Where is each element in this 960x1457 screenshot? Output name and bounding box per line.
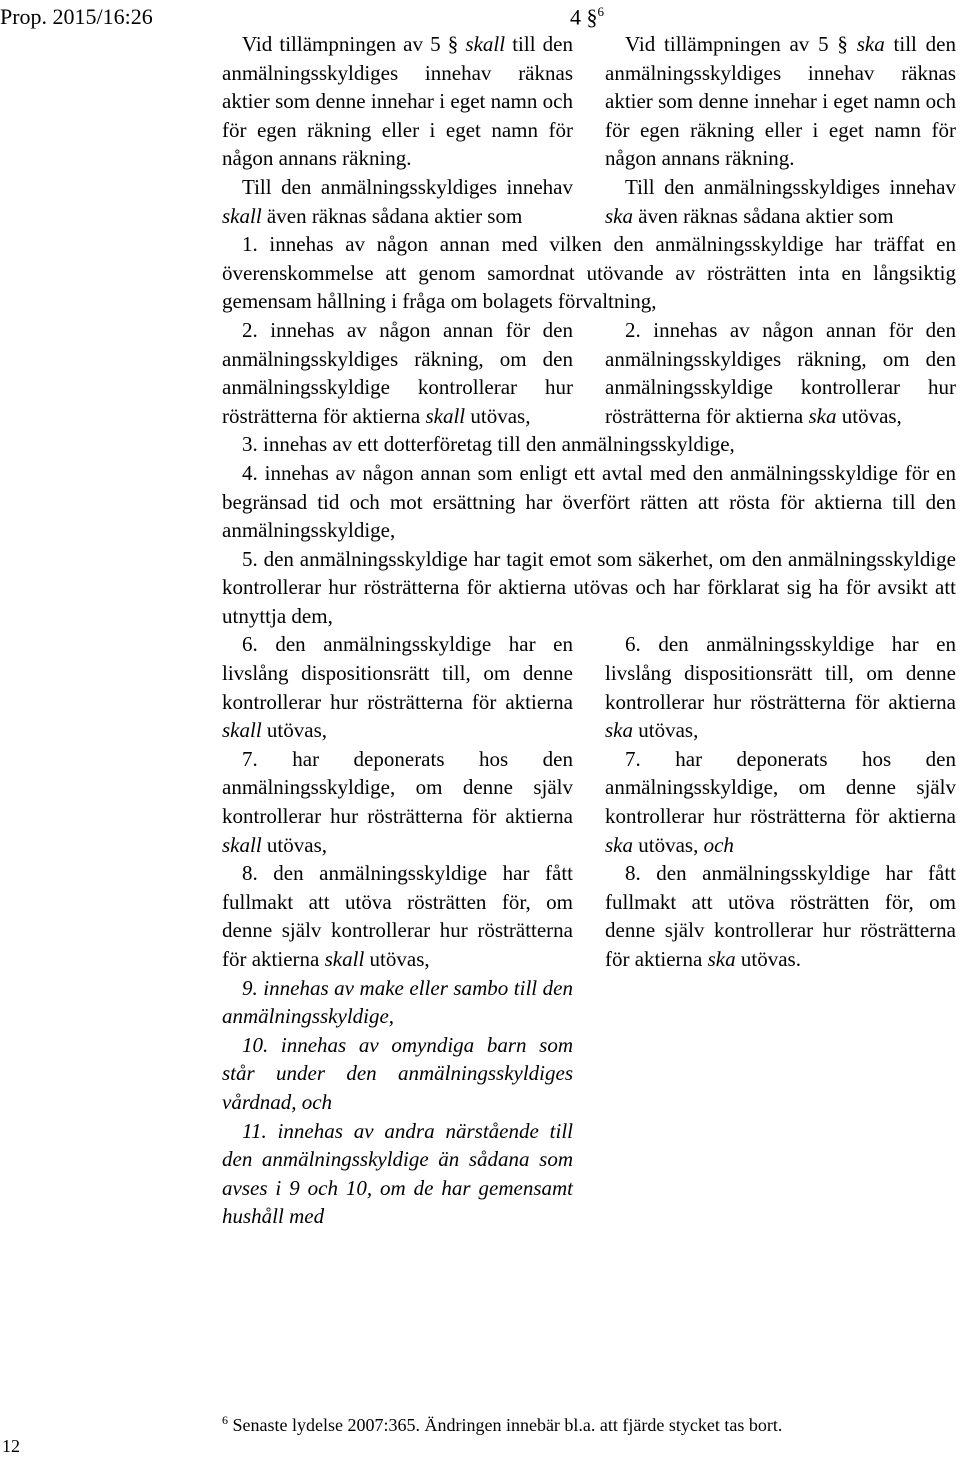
list-item-8-old: 8. den anmälningsskyldige har fått fullmakt att utöva rösträtten för, om denne själv kontrollerar hur rösträtterna för aktierna skall utövas,	[222, 861, 573, 971]
list-item-1: 1. innehas av någon annan med vilken den anmälningsskyldige har träffat en överenskommelse att genom samordnat utövande av rösträtten inta en långsiktig gemensam hållning i fråga om bolagets förvaltning,	[222, 232, 956, 314]
new-wording-column-lower	[605, 630, 956, 1230]
list-item-9-old: 9. innehas av make eller sambo till den anmälningsskyldige,	[222, 975, 573, 1029]
intro-paragraph-new: Vid tillämpningen av 5 § ska till den anmälningsskyldiges innehav räknas aktier som denne innehar i eget namn och för egen räkning eller i eget namn för någon annans räkning.	[605, 32, 957, 171]
item-2-row	[222, 316, 956, 430]
old-wording-column	[222, 30, 573, 230]
list-item-11-old: 11. innehas av andra närstående till den anmälningsskyldige än sådana som avses i 9 och 10, om de har gemensamt hushåll med	[222, 1118, 573, 1229]
page-number: 12	[2, 1436, 20, 1456]
intro-paragraph-2-old: Till den anmälningsskyldiges innehav skall även räknas sådana aktier som	[222, 174, 573, 228]
list-item-7-new: 7. har deponerats hos den anmälningsskyldige, om denne själv kontrollerar hur rösträtterna för aktierna ska utövas, och	[605, 746, 956, 857]
document-reference: Prop. 2015/16:26	[0, 4, 153, 29]
section-heading	[570, 4, 604, 30]
items-6-11-row	[222, 630, 956, 1230]
footnote-text: Senaste lydelse 2007:365. Ändringen innebär bl.a. att fjärde stycket tas bort.	[232, 1415, 783, 1435]
list-item-4: 4. innehas av någon annan som enligt ett avtal med den anmälningsskyldige för en begränsad tid och mot ersättning har överfört rätten att rösta för aktierna till den anmälningsskyldige,	[222, 460, 956, 543]
list-item-2-new: 2. innehas av någon annan för den anmälningsskyldiges räkning, om den anmälningsskyldige kontrollerar hur rösträtterna för aktierna ska utövas,	[605, 317, 956, 428]
document-body	[222, 30, 956, 1231]
list-item-8-new: 8. den anmälningsskyldige har fått fullmakt att utöva rösträtten för, om denne själv kontrollerar hur rösträtterna för aktierna ska utövas.	[605, 861, 956, 971]
list-item-5: 5. den anmälningsskyldige har tagit emot som säkerhet, om den anmälningsskyldige kontrollerar hur rösträtterna för aktierna utövas och har förklarat sig ha för avsikt att utnyttja dem,	[222, 546, 956, 628]
list-item-3: 3. innehas av ett dotterföretag till den anmälningsskyldige,	[242, 432, 735, 457]
list-item-7-old: 7. har deponerats hos den anmälningsskyldige, om denne själv kontrollerar hur rösträtterna för aktierna skall utövas,	[222, 746, 573, 857]
section-number: 4 §	[570, 4, 598, 30]
list-item-10-old: 10. innehas av omyndiga barn som står under den anmälningsskyldiges vårdnad, och	[222, 1032, 573, 1114]
footnote	[222, 1413, 782, 1436]
list-item-6-old: 6. den anmälningsskyldige har en livslång dispositionsrätt till, om denne kontrollerar hur rösträtterna för aktierna skall utövas,	[222, 632, 573, 743]
list-item-2-old: 2. innehas av någon annan för den anmälningsskyldiges räkning, om den anmälningsskyldige kontrollerar hur rösträtterna för aktierna skall utövas,	[222, 317, 573, 428]
new-wording-column	[605, 30, 956, 230]
intro-paragraph-2-new: Till den anmälningsskyldiges innehav ska även räknas sådana aktier som	[605, 174, 956, 228]
old-wording-column-lower	[222, 630, 573, 1230]
intro-row	[222, 30, 956, 230]
footnote-number: 6	[222, 1413, 228, 1427]
intro-paragraph-old: Vid tillämpningen av 5 § skall till den anmälningsskyldiges innehav räknas aktier som denne innehar i eget namn och för egen räkning eller i eget namn för någon annans räkning.	[222, 32, 573, 171]
list-item-6-new: 6. den anmälningsskyldige har en livslång dispositionsrätt till, om denne kontrollerar hur rösträtterna för aktierna ska utövas,	[605, 632, 956, 743]
footnote-marker: 6	[597, 4, 604, 19]
